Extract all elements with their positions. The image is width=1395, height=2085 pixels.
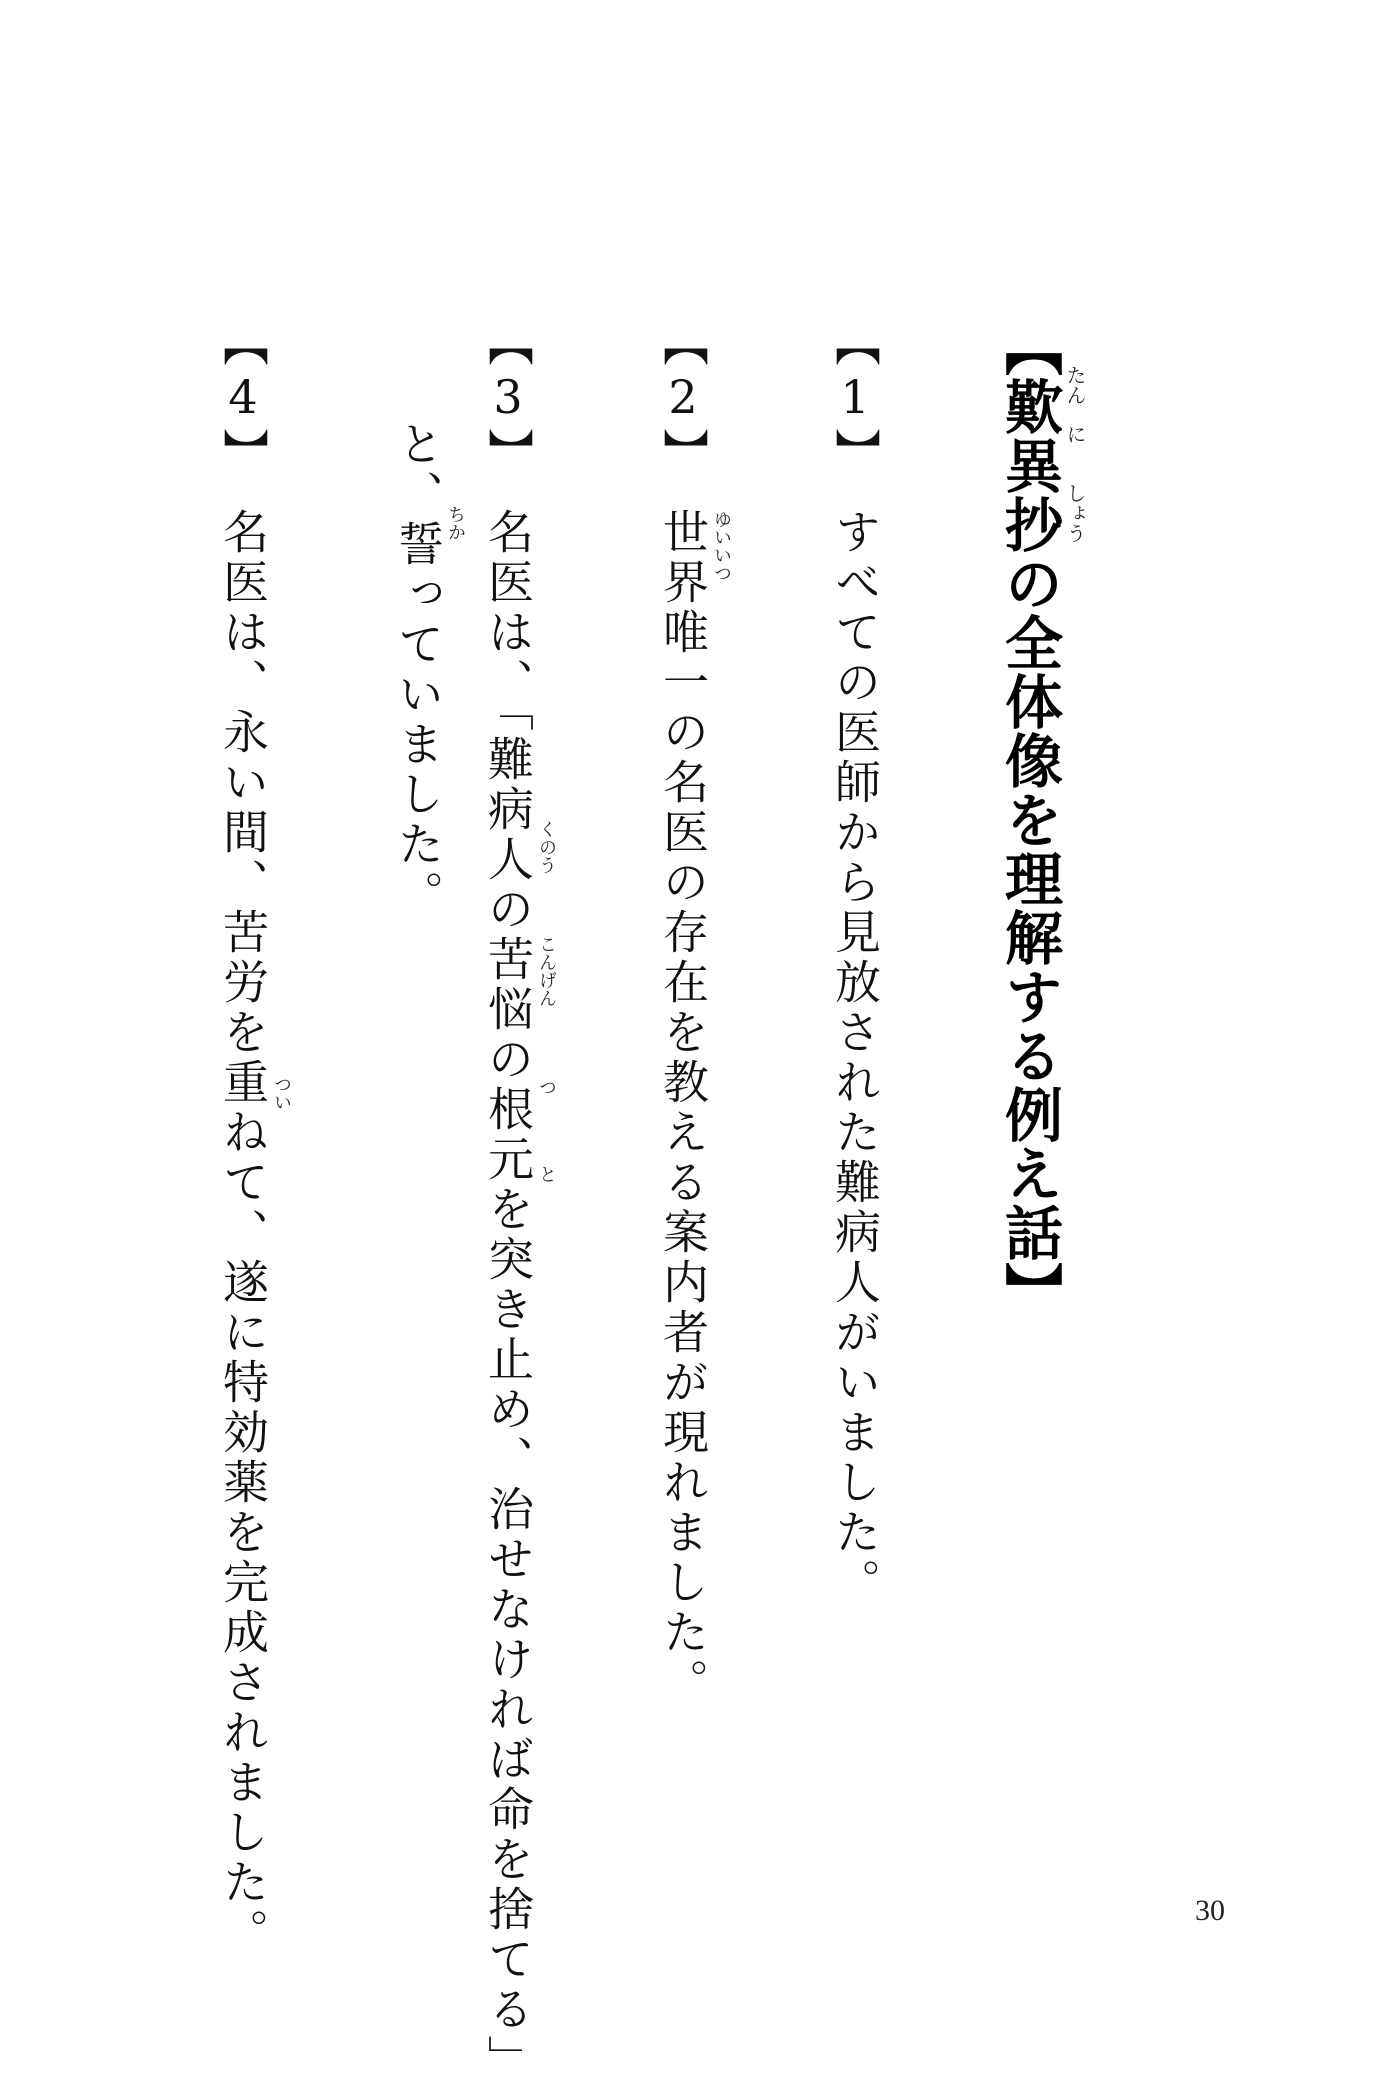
ruby-to: と — [536, 1165, 557, 1183]
ruby-chika: ちか — [445, 505, 466, 541]
ruby-ni: に — [1063, 424, 1087, 444]
ruby-tsui: つい — [271, 1075, 292, 1111]
ruby-kuno: くのう — [536, 820, 557, 874]
item-4-marker: 【4】 — [216, 320, 270, 478]
ruby-sho: しょう — [1063, 483, 1087, 543]
item-3 — [481, 320, 535, 2085]
ruby-yuiitsu: ゆいいつ — [711, 510, 732, 582]
item-4-text: 名医は、永い間、苦労を重ねて、遂に特効薬を完成されました。 — [216, 508, 270, 1958]
item-3-marker: 【3】 — [481, 320, 535, 478]
item-3-text: 名医は、「難病人の苦悩の根元を突き止め、治せなければ命を捨てる」 — [481, 508, 535, 2085]
item-3-continuation: と、誓っていました。 — [391, 420, 445, 920]
item-2-marker: 【2】 — [656, 320, 710, 478]
item-2 — [656, 320, 710, 1708]
item-1 — [828, 320, 882, 1608]
item-2-text: 世界唯一の名医の存在を教える案内者が現れました。 — [656, 508, 710, 1708]
item-1-text: すべての医師から見放された難病人がいました。 — [828, 508, 882, 1608]
ruby-kongen: こんげん — [536, 935, 557, 1007]
page-number: 30 — [1195, 1894, 1225, 1927]
ruby-tan: たん — [1063, 365, 1087, 405]
item-4 — [216, 320, 270, 1958]
ruby-tsu: つ — [536, 1078, 557, 1096]
section-title: 【歎異抄の全体像を理解する例え話】 — [995, 318, 1063, 1321]
item-1-marker: 【1】 — [828, 320, 882, 478]
